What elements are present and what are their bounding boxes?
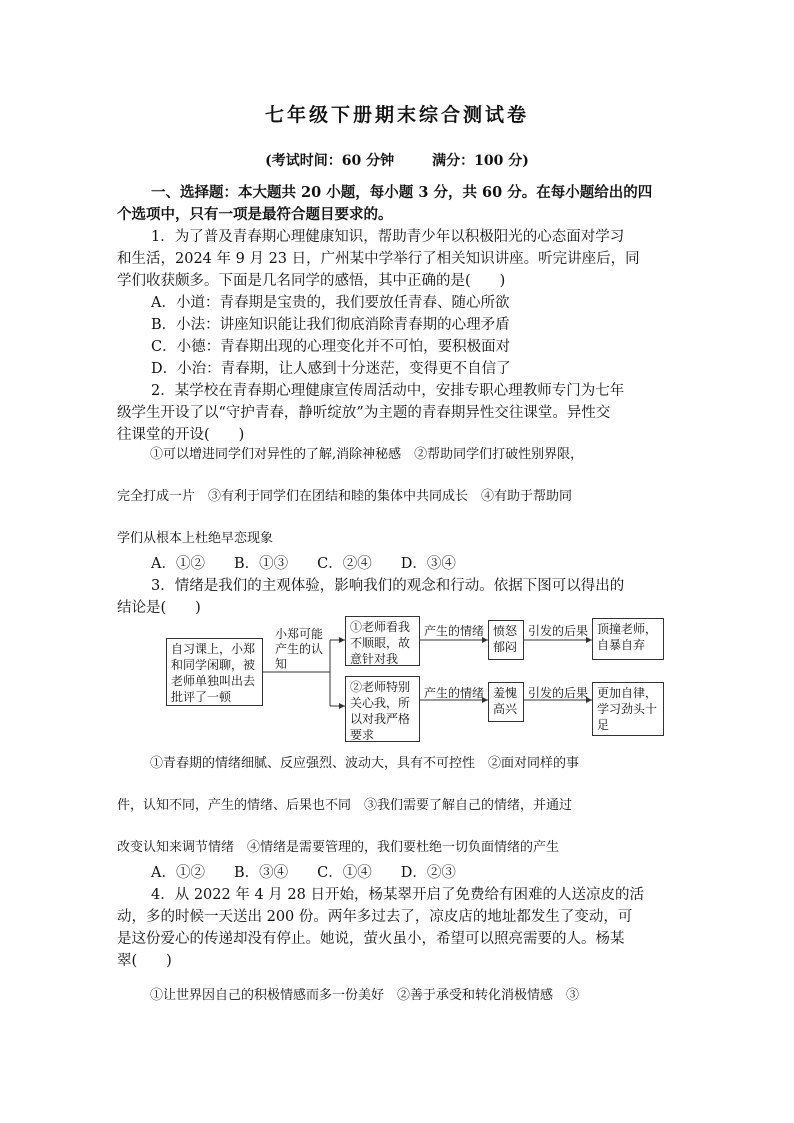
- diagram-result-label-1: 引发的后果: [528, 624, 589, 638]
- page-title: 七年级下册期末综合测试卷: [264, 104, 529, 126]
- q4-stem-line2: 动，多的时候一天送出 200 份。两年多过去了，凉皮店的地址都发生了变动，可: [117, 909, 633, 925]
- diagram-result-2: 更加自律，学习劲头十足: [592, 682, 664, 736]
- q1-stem-line2: 和生活，2024 年 9 月 23 日，广州某中学举行了相关知识讲座。听完讲座后，同: [117, 251, 640, 267]
- section-heading-line2: 个选项中，只有一项是最符合题目要求的。: [117, 206, 393, 223]
- q3-statement-line1: ①青春期的情绪细腻、反应强烈、波动大，具有不可控性 ②面对同样的事: [150, 756, 580, 771]
- q1-option-c: C．小德：青春期出现的心理变化并不可怕，要积极面对: [151, 339, 511, 355]
- q1-option-d: D．小治：青春期，让人感到十分迷茫，变得更不自信了: [151, 361, 511, 377]
- q2-stem-line2: 级学生开设了以“守护青春，静听绽放”为主题的青春期异性交往课堂。异性交: [117, 405, 611, 421]
- q2-stem-line3: 往课堂的开设( ): [117, 427, 245, 443]
- section-heading-line1: 一、选择题：本大题共 20 小题，每小题 3 分，共 60 分。在每小题给出的四: [151, 184, 653, 201]
- q3-stem-line2: 结论是( ): [117, 600, 201, 616]
- q2-statement-line3: 学们从根本上杜绝早恋现象: [117, 531, 274, 546]
- q4-stem-line1: 4．从 2022 年 4 月 28 日开始，杨某翠开启了免费给有困难的人送凉皮的活: [151, 887, 644, 903]
- diagram-cognition-2: ②老师特别关心我，所以对我严格要求: [345, 676, 420, 742]
- q4-stem-line4: 翠( ): [117, 953, 172, 969]
- q1-stem-line3: 学们收获颇多。下面是几名同学的感悟，其中正确的是( ): [117, 273, 506, 289]
- diagram-cognition-label: 小郑可能产生的认知: [275, 627, 324, 671]
- diagram-result-1: 顶撞老师，自暴自弃: [592, 618, 664, 660]
- q4-stem-line3: 是这份爱心的传递却没有停止。她说，萤火虽小，希望可以照亮需要的人。杨某: [117, 931, 625, 947]
- q3-statement-line2: 件，认知不同，产生的情绪、后果也不同 ③我们需要了解自己的情绪，并通过: [117, 798, 573, 813]
- diagram-emotion-1: 愤怒郁闷: [488, 620, 524, 660]
- diagram-emotion-label-2: 产生的情绪: [424, 686, 485, 700]
- q2-answers: A．①② B．①③ C．②④ D．③④: [151, 556, 456, 572]
- q3-answers: A．①② B．③④ C．①④ D．②③: [151, 865, 456, 881]
- diagram-emotion-2: 羞愧高兴: [488, 682, 524, 722]
- q1-option-b: B．小法：讲座知识能让我们彻底消除青春期的心理矛盾: [151, 317, 510, 333]
- q2-statement-line1: ①可以增进同学们对异性的了解,消除神秘感 ②帮助同学们打破性别界限，: [150, 447, 584, 462]
- diagram-emotion-label-1: 产生的情绪: [424, 624, 485, 638]
- q2-stem-line1: 2．某学校在青春期心理健康宣传周活动中，安排专职心理教师专门为七年: [151, 383, 625, 399]
- full-score: 满分：100 分): [432, 153, 529, 169]
- q3-statement-line3: 改变认知来调节情绪 ④情绪是需要管理的，我们要杜绝一切负面情绪的产生: [117, 840, 560, 855]
- q3-stem-line1: 3．情绪是我们的主观体验，影响我们的观念和行动。依据下图可以得出的: [151, 578, 625, 594]
- q1-stem-line1: 1．为了普及青春期心理健康知识，帮助青少年以积极阳光的心态面对学习: [151, 229, 625, 245]
- diagram-event-box: 自习课上，小郑和同学闲聊，被老师单独叫出去批评了一顿: [166, 638, 263, 706]
- diagram-result-label-2: 引发的后果: [528, 686, 589, 700]
- exam-time: (考试时间：60 分钟: [265, 153, 395, 169]
- q1-option-a: A．小道：青春期是宝贵的，我们要放任青春、随心所欲: [151, 295, 510, 311]
- q4-statement-line1: ①让世界因自己的积极情感而多一份美好 ②善于承受和转化消极情感 ③: [150, 988, 580, 1003]
- q2-statement-line2: 完全打成一片 ③有利于同学们在团结和睦的集体中共同成长 ④有助于帮助同: [117, 489, 573, 504]
- diagram-cognition-1: ①老师看我不顺眼，故意针对我: [345, 616, 420, 666]
